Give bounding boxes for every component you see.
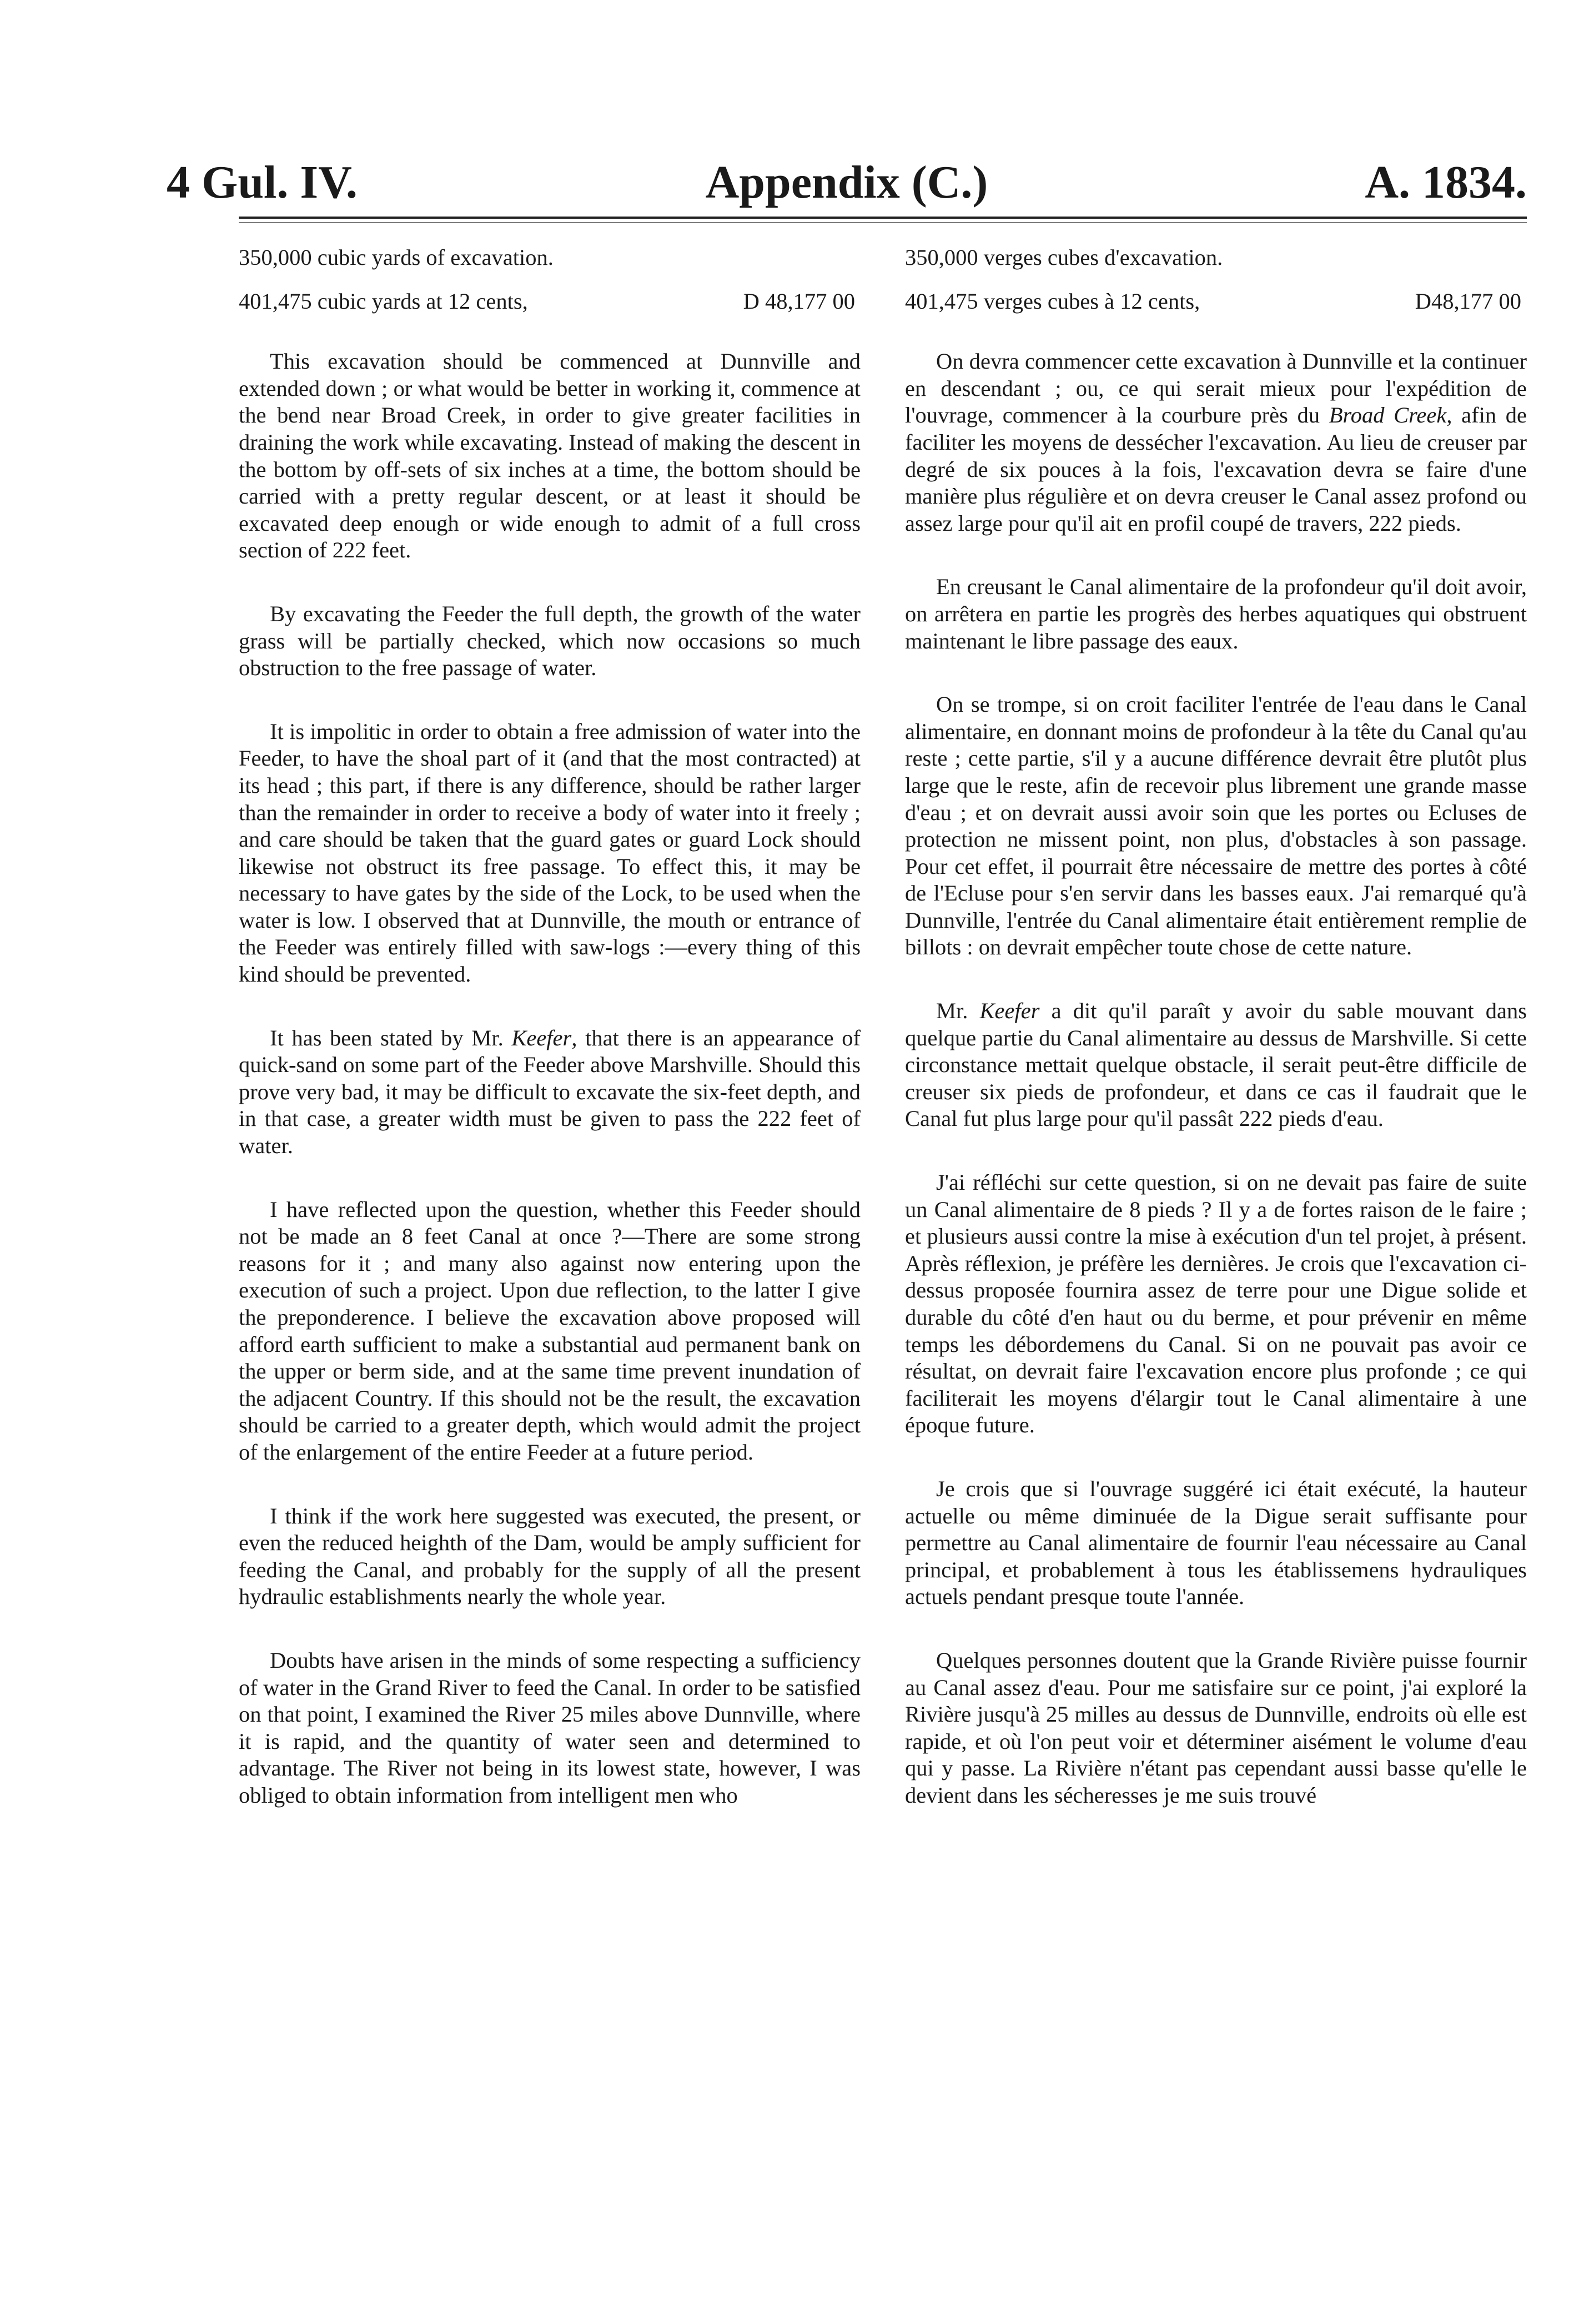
paragraph: J'ai réfléchi sur cette question, si on ne devait pas faire de suite un Canal alimentaire de 8 pieds ? Il y a de fortes raison de le faire ; et plusieurs aussi contre la mise à exécution d'un tel projet, à présent. Après réflexion, je préfère les dernières. Je crois que l'excavation ci-dessus proposée fournira assez de terre pour une Digue solide et durable du côté d'en haut ou du berme, et pour prévenir en même temps les débordemens du Canal. Si on ne pouvait pas avoir ce résultat, on devrait faire l'excavation encore plus profonde ; ce qui faciliterait les moyens d'élargir tout le Canal alimentaire à une époque future. bbox=[905, 1170, 1527, 1438]
text: On devra commencer cette excavation à Dunnville et la continuer en descendant ; ou, ce qui serait mieux pour l'expédition de l'ouvrage, commencer à la courbure près du bbox=[905, 349, 1527, 428]
text: Mr. bbox=[936, 998, 980, 1024]
paragraph: On se trompe, si on croit faciliter l'entrée de l'eau dans le Canal alimentaire, en donnant moins de profondeur à la tête du Canal qu'au reste ; cette partie, s'il y a aucune différence devrait être plutôt plus large que le reste, afin de recevoir plus librement une grande masse d'eau ; et on devrait aussi avoir soin que les portes ou Ecluses de protection ne missent point, non plus, d'obstacles à son passage. Pour cet effet, il pourrait être nécessaire de mettre des portes à côté de l'Ecluse pour s'en servir dans les basses eaux. J'ai remarqué qu'à Dunnville, l'entrée du Canal alimentaire était entièrement remplie de billots : on devrait empêcher toute chose de cette nature. bbox=[905, 692, 1527, 960]
paragraph: Doubts have arisen in the minds of some respecting a sufficiency of water in the Grand River to feed the Canal. In order to be satisfied on that point, I examined the River 25 miles above Dunnville, where it is rapid, and the quantity of water seen and determined to advantage. The River not being in its lowest state, however, I was obliged to obtain information from intelligent men who bbox=[239, 1647, 861, 1808]
text: It has been stated by Mr. bbox=[270, 1025, 512, 1050]
running-header bbox=[167, 133, 1527, 211]
cost-amount: D 48,177 00 bbox=[743, 288, 855, 314]
cost-line bbox=[239, 288, 861, 315]
paragraph: This excavation should be commenced at Dunnville and extended down ; or what would be better in working it, commence at the bend near Broad Creek, in order to give greater facilities in draining the work while excavating. Instead of making the descent in the bottom by off-sets of six inches at a time, the bottom should be carried with a pretty regular descent, or at least it should be excavated deep enough or wide enough to admit of a full cross section of 222 feet. bbox=[239, 349, 861, 563]
paragraph: I think if the work here suggested was executed, the present, or even the reduced heighth of the Dam, would be amply sufficient for feeding the Canal, and probably for the supply of all the present hydraulic establishments nearly the whole year. bbox=[239, 1503, 861, 1609]
paragraph: En creusant le Canal alimentaire de la profondeur qu'il doit avoir, on arrêtera en partie les progrès des herbes aquatiques qui obstruent maintenant le libre passage des eaux. bbox=[905, 574, 1527, 653]
paragraph: It is impolitic in order to obtain a free admission of water into the Feeder, to have the shoal part of it (and that the most contracted) at its head ; this part, if there is any difference, should be rather larger than the remainder in order to receive a body of water into it freely ; and care should be taken that the guard gates or guard Lock should likewise not obstruct its free passage. To effect this, it may be necessary to have gates by the side of the Lock, to be used when the water is low. I observed that at Dunnville, the mouth or entrance of the Feeder was entirely filled with saw-logs :—every thing of this kind should be prevented. bbox=[239, 718, 861, 987]
header-session: 4 Gul. IV. bbox=[167, 157, 358, 208]
paragraph: I have reflected upon the question, whether this Feeder should not be made an 8 feet Canal at once ?—There are some strong reasons for it ; and many also against now entering upon the execution of such a project. Upon due reflection, to the latter I give the preponderence. I believe the excavation above proposed will afford earth sufficient to make a substantial aud permanent bank on the upper or berm side, and at the same time prevent inundation of the adjacent Country. If this should not be the result, the excavation should be carried to a greater depth, which would admit the project of the enlargement of the entire Feeder at a future period. bbox=[239, 1196, 861, 1465]
excavation-line: 350,000 cubic yards of excavation. bbox=[239, 245, 554, 270]
cost-amount: D48,177 00 bbox=[1415, 288, 1521, 314]
paragraph: Je crois que si l'ouvrage suggéré ici était exécuté, la hauteur actuelle ou même diminuée de la Digue serait suffisante pour permettre au Canal alimentaire de fournir l'eau nécessaire au Canal principal, et probablement à tous les établissemens hydrauliques actuels pendant presque toute l'année. bbox=[905, 1476, 1527, 1609]
header-appendix: Appendix (C.) bbox=[705, 157, 988, 208]
text: a dit qu'il paraît y avoir du sable mouvant dans quelque partie du Canal alimentaire au dessus de Marshville. Si cette circonstance mettait quelque obstacle, il serait peut-être difficile de creuser six pieds de profondeur, et dans ce cas il faudrait que le Canal fut plus large pour qu'il passât 222 pieds d'eau. bbox=[905, 998, 1527, 1131]
header-rule bbox=[239, 217, 1527, 223]
person-name: Keefer bbox=[511, 1025, 572, 1050]
cost-label: 401,475 verges cubes à 12 cents, bbox=[905, 288, 1200, 314]
place-name: Broad Creek bbox=[1329, 403, 1447, 428]
english-column bbox=[239, 244, 861, 1846]
paragraph: Quelques personnes doutent que la Grande Rivière puisse fournir au Canal assez d'eau. Pour me satisfaire sur ce point, j'ai exploré la Rivière jusqu'à 25 milles au dessus de Dunnville, endroits où elle est rapide, et où l'on peut voir et déterminer aisément le volume d'eau qui y passe. La Rivière n'étant pas cependant aussi basse qu'elle le devient dans les sécheresses je me suis trouvé bbox=[905, 1647, 1527, 1808]
paragraph bbox=[239, 1025, 861, 1160]
cost-line bbox=[905, 288, 1527, 315]
paragraph bbox=[905, 348, 1527, 537]
person-name: Keefer bbox=[979, 998, 1040, 1024]
text: , that there is an appearance of quick-sand on some part of the Feeder above Marshville. Should this prove very bad, it may be difficult to excavate the six-feet depth, and in that case, a greater width must be given to pass the 222 feet of water. bbox=[239, 1025, 861, 1159]
excavation-line: 350,000 verges cubes d'excavation. bbox=[905, 245, 1223, 270]
paragraph bbox=[905, 998, 1527, 1133]
french-column bbox=[905, 244, 1527, 1846]
header-year: A. 1834. bbox=[1365, 157, 1527, 208]
paragraph: By excavating the Feeder the full depth, the growth of the water grass will be partially checked, which now occasions so much obstruction to the free passage of water. bbox=[239, 601, 861, 681]
text: , afin de faciliter les moyens de dessécher l'excavation. Au lieu de creuser par degré de six pouces à la fois, l'excavation devra se faire d'une manière plus régulière et on devra creuser le Canal assez profond ou assez large pour qu'il ait en profil coupé de travers, 222 pieds. bbox=[905, 403, 1527, 536]
cost-label: 401,475 cubic yards at 12 cents, bbox=[239, 288, 528, 314]
